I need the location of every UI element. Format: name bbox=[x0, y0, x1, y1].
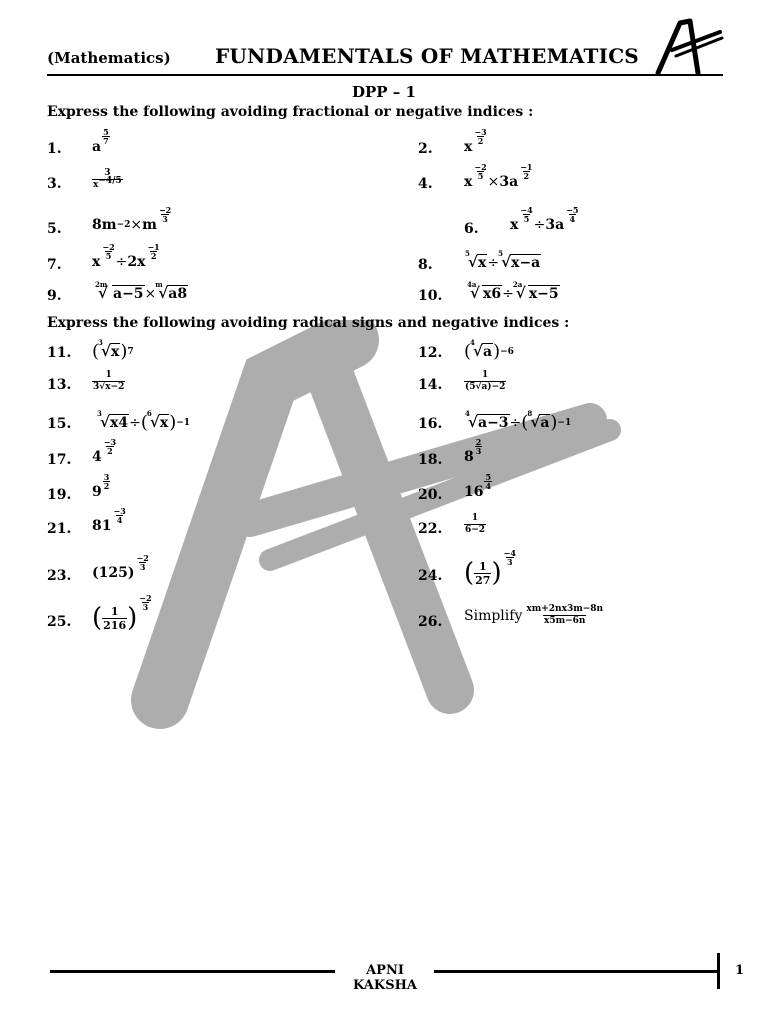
q19-number: 19. bbox=[47, 487, 72, 503]
watermark-logo bbox=[120, 320, 640, 740]
q2-expression: x −3 2 bbox=[464, 127, 487, 155]
q16-expression: √ 4 a−3 ÷ ( √ 8 a ) −1 bbox=[466, 412, 571, 433]
footer-brand: APNI KAKSHA bbox=[353, 963, 417, 993]
subject-label: (Mathematics) bbox=[47, 49, 171, 67]
q25-number: 25. bbox=[47, 614, 72, 630]
q26-expression: Simplify xm+2nx3m−8n x5m−6n bbox=[464, 604, 604, 626]
section2-instruction: Express the following avoiding radical signs and negative indices : bbox=[47, 315, 570, 331]
q1-number: 1. bbox=[47, 141, 62, 157]
q23-number: 23. bbox=[47, 568, 72, 584]
q18-expression: 8 2 3 bbox=[464, 437, 482, 465]
q7-number: 7. bbox=[47, 257, 62, 273]
q8-expression: √ 5 x ÷ √ 5 x−a bbox=[466, 255, 541, 271]
q18-number: 18. bbox=[418, 452, 443, 468]
q8-number: 8. bbox=[418, 257, 433, 273]
q3-expression: 3 $x^{-4/5}$ bbox=[93, 168, 122, 190]
q9-number: 9. bbox=[47, 288, 62, 304]
q22-expression: 1 6−2 bbox=[465, 513, 486, 535]
q21-number: 21. bbox=[47, 521, 72, 537]
q14-number: 14. bbox=[418, 377, 443, 393]
q13-expression: 1 3√x−2 bbox=[93, 370, 125, 392]
q4-expression: x $\frac{-2}{5}$ × 3a −1 2 bbox=[464, 162, 533, 190]
q2-number: 2. bbox=[418, 141, 433, 157]
q11-expression: ( √ 3 x ) 7 bbox=[92, 341, 134, 362]
q4-number: 4. bbox=[418, 176, 433, 192]
q6-number: 6. bbox=[464, 221, 479, 237]
q25-expression: ( 1 216 ) −2 3 bbox=[92, 592, 152, 633]
q10-number: 10. bbox=[418, 288, 443, 304]
q20-number: 20. bbox=[418, 487, 443, 503]
q24-expression: ( 1 27 ) −4 3 bbox=[464, 547, 516, 588]
header-rule bbox=[47, 74, 723, 76]
footer-divider bbox=[717, 953, 720, 989]
q17-expression: 4 −3 2 bbox=[92, 437, 117, 465]
q17-number: 17. bbox=[47, 452, 72, 468]
q12-expression: ( √ 4 a ) −6 bbox=[464, 341, 514, 362]
q15-number: 15. bbox=[47, 416, 72, 432]
q26-number: 26. bbox=[418, 614, 443, 630]
q7-expression: x $\frac{-2}{5}$ ÷ 2x −1 2 bbox=[92, 242, 160, 270]
brand-logo bbox=[650, 18, 725, 78]
q21-expression: 81 −3 4 bbox=[92, 506, 126, 534]
dpp-title: DPP – 1 bbox=[352, 83, 416, 101]
q24-number: 24. bbox=[418, 568, 443, 584]
footer-rule-left bbox=[50, 970, 335, 973]
section1-instruction: Express the following avoiding fractional or negative indices : bbox=[47, 104, 534, 120]
q10-expression: √ 4a x6 ÷ √ 2a x−5 bbox=[468, 286, 560, 302]
q15-expression: √ 3 x4 ÷ ( √ 6 x ) −1 bbox=[98, 412, 190, 433]
document-title: FUNDAMENTALS OF MATHEMATICS bbox=[215, 44, 639, 68]
q22-number: 22. bbox=[418, 521, 443, 537]
q5-number: 5. bbox=[47, 221, 62, 237]
q14-expression: 1 (5√a)−2 bbox=[465, 370, 506, 392]
q9-expression: √ 2m a−5 × √ m a8 bbox=[96, 286, 188, 302]
q16-number: 16. bbox=[418, 416, 443, 432]
q5-expression: 8m −2 × m −2 3 bbox=[92, 205, 172, 233]
q23-expression: (125) −2 3 bbox=[92, 553, 149, 581]
q13-number: 13. bbox=[47, 377, 72, 393]
footer-rule-right bbox=[434, 970, 718, 973]
q1-expression: a 5 7 bbox=[92, 127, 109, 155]
q11-number: 11. bbox=[47, 345, 72, 361]
q12-number: 12. bbox=[418, 345, 443, 361]
q20-expression: 16 5 4 bbox=[464, 472, 492, 500]
q6-expression: x $\frac{-4}{5}$ ÷ 3a −5 4 bbox=[510, 205, 579, 233]
q3-number: 3. bbox=[47, 176, 62, 192]
page-number: 1 bbox=[735, 963, 745, 978]
q19-expression: 9 3 2 bbox=[92, 472, 110, 500]
